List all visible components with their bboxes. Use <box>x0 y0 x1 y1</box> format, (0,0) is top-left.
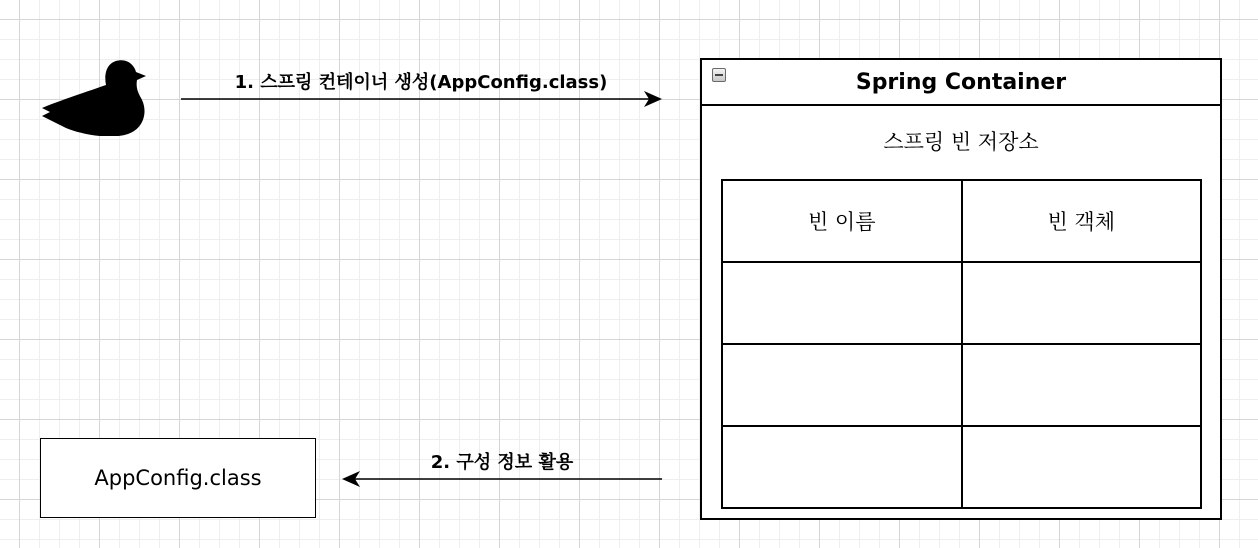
table-row <box>722 344 1201 426</box>
create-container-arrow <box>178 86 668 112</box>
table-cell <box>722 262 962 344</box>
create-container-label: 1. 스프링 컨테이너 생성(AppConfig.class) <box>234 72 608 93</box>
container-header <box>702 60 1220 106</box>
table-cell <box>962 426 1202 508</box>
collapse-icon[interactable] <box>712 68 726 82</box>
container-title: Spring Container <box>855 69 1067 95</box>
header-bean-name: 빈 이름 <box>722 180 962 262</box>
table-row <box>722 426 1201 508</box>
table-row <box>722 262 1201 344</box>
bean-storage-label: 스프링 빈 저장소 <box>883 130 1039 154</box>
table-cell <box>722 344 962 426</box>
appconfig-class-box[interactable] <box>40 438 316 518</box>
spring-container[interactable] <box>700 58 1222 520</box>
header-bean-object: 빈 객체 <box>962 180 1202 262</box>
table-cell <box>962 344 1202 426</box>
table-header-row <box>722 180 1201 262</box>
config-usage-label: 2. 구성 정보 활용 <box>430 452 574 473</box>
duck-icon <box>40 58 148 136</box>
config-usage-arrow <box>338 466 666 492</box>
table-cell <box>722 426 962 508</box>
table-cell <box>962 262 1202 344</box>
appconfig-class-label: AppConfig.class <box>94 466 262 490</box>
bean-table <box>721 179 1202 509</box>
